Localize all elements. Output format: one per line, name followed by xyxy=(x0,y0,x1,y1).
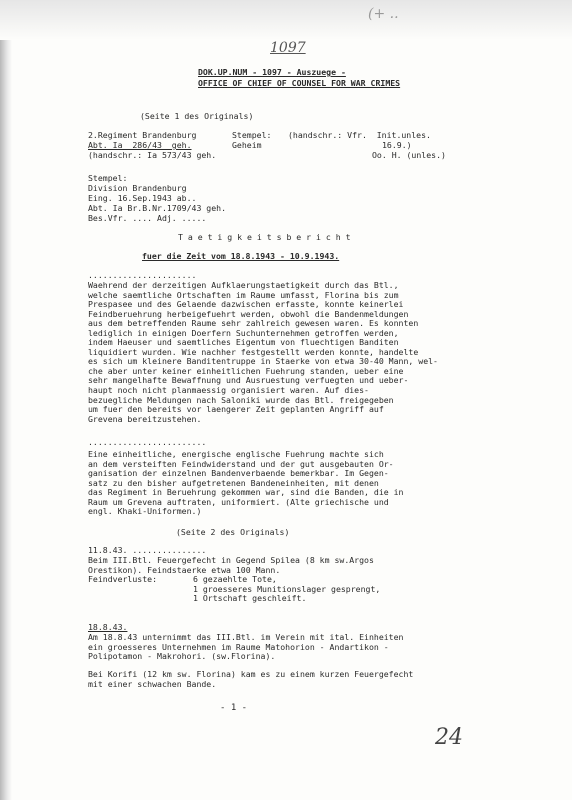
stamp-line-2: Eing. 16.Sep.1943 ab.. xyxy=(88,193,197,203)
stamp-line-1: Division Brandenburg xyxy=(88,183,187,193)
paragraph-line: welche saemtliche Ortschaften im Raume umfasst, Florina bis zum xyxy=(88,289,399,300)
losses-list xyxy=(193,575,380,604)
loss-item: 1 Ortschaft geschleift. xyxy=(193,593,307,604)
paragraph-line: Prespasee und des Gelaende dazwischen erfasste, konnte keinerlei xyxy=(88,299,404,310)
stamp-line-3: Abt. Ia Br.B.Nr.1709/43 geh. xyxy=(88,203,227,213)
scan-top-shadow xyxy=(0,0,572,40)
entry-line: Beim III.Btl. Feuergefecht in Gegend Spilea (8 km sw.Argos xyxy=(88,555,374,565)
stempel-label: Stempel: xyxy=(232,130,272,140)
dots-separator-1: ...................... xyxy=(88,270,197,280)
entry-2-body-2 xyxy=(88,670,413,689)
entry-2-body xyxy=(88,633,403,662)
paragraph-line: che aber unter keiner einheitlichen Fuehrung standen, ueber eine xyxy=(88,365,404,376)
entry-line: Orestikon). Feindstaerke etwa 100 Mann. xyxy=(88,564,281,575)
handwritten-top-mark: (+ .. xyxy=(368,6,399,22)
handwritten-document-number: 1097 xyxy=(270,40,306,56)
paragraph-line: aus dem betreffenden Raume sehr zahlreich gewesen waren. Es konnten xyxy=(88,318,419,329)
paragraph-line: liquidiert wurden. Wie nachher festgestellt werden konnte, handelte xyxy=(88,346,419,357)
paragraph-line: Feindberuehrung herbeigefuehrt werden, obwohl die Bandenmeldungen xyxy=(88,308,409,319)
initials-line-1: (handschr.: Vfr. Init.unles. xyxy=(288,130,431,140)
entry-line: mit einer schwachen Bande. xyxy=(88,678,217,689)
paragraph-line: es sich um kleinere Banditentruppe in Staerke von etwa 30-40 Mann, wel- xyxy=(88,356,438,367)
paragraph-line: das Regiment in Beruehrung gekommen war, sind die Banden, die in xyxy=(88,487,404,498)
paragraph-line: um fuer den bereits vor laengerer Zeit geplanten Angriff auf xyxy=(88,404,384,415)
entry-line: ein groesseres Unternehmen im Raume Matohorion - Andartikon - xyxy=(88,641,389,652)
stamp-line-4: Bes.Vfr. .... Adj. ..... xyxy=(88,213,207,223)
handschr-line: (handschr.: Ia 573/43 geh. xyxy=(88,150,217,160)
initials-line-3: Oo. H. (unles.) xyxy=(372,150,446,160)
entry-1-date: 11.8.43. ............... xyxy=(88,545,207,555)
header-line-1: DOK.UP.NUM - 1097 - Auszuege - xyxy=(198,67,346,77)
loss-item: 1 groesseres Munitionslager gesprengt, xyxy=(193,583,381,594)
paragraph-line: Raum um Grevena auftraten, uniformiert. (Alte griechische und xyxy=(88,496,389,507)
entry-line: Bei Korifi (12 km sw. Florina) kam es zu einem kurzen Feuergefecht xyxy=(88,669,414,679)
paragraph-line: engl. Khaki-Uniformen.) xyxy=(88,506,202,517)
dots-separator-2: ........................ xyxy=(88,437,207,447)
handwritten-page-mark: 24 xyxy=(435,725,463,750)
paragraph-line: sehr mangelhafte Bewaffnung und Ausruestung verfuegten und ueber- xyxy=(88,375,409,386)
entry-2-date: 18.8.43. xyxy=(88,622,128,632)
loss-item: 6 gezaehlte Tote, xyxy=(193,574,277,584)
initials-line-2: 16.9.) xyxy=(382,140,412,150)
header-line-2: OFFICE OF CHIEF OF COUNSEL FOR WAR CRIMES xyxy=(198,78,401,88)
entry-line: Am 18.8.43 unternimmt das III.Btl. im Verein mit ital. Einheiten xyxy=(88,632,404,642)
page-1-marker: (Seite 1 des Originals) xyxy=(140,111,254,121)
stamp-label: Stempel: xyxy=(88,173,128,183)
report-period: fuer die Zeit vom 18.8.1943 - 10.9.1943. xyxy=(142,251,340,261)
paragraph-line: Eine einheitliche, energische englische Fuehrung machte sich xyxy=(88,449,384,459)
paragraph-line: an dem versteiften Feindwiderstand und der gut ausgebauten Or- xyxy=(88,458,394,469)
paragraph-line: indem Haeuser und saemtliches Eigentum von fluechtigen Banditen xyxy=(88,337,399,348)
paragraph-line: bezuegliche Meldungen nach Saloniki wurde das Btl. freigegeben xyxy=(88,394,394,405)
paragraph-line: Waehrend der derzeitigen Aufklaerungstaetigkeit durch das Btl., xyxy=(88,280,399,290)
page-number: - 1 - xyxy=(220,703,248,713)
stempel-value: Geheim xyxy=(232,140,262,150)
paragraph-line: Grevena bereitzustehen. xyxy=(88,413,202,424)
entry-1-body xyxy=(88,556,374,575)
page-2-marker: (Seite 2 des Originals) xyxy=(176,527,290,537)
regiment-line: 2.Regiment Brandenburg xyxy=(88,130,197,140)
paragraph-line: haupt noch nicht planmaessig organisiert waren. Auf dies- xyxy=(88,385,369,396)
paragraph-line: ganisation der einzelnen Bandenverbaende bemerkbar. Im Gegen- xyxy=(88,468,389,479)
paragraph-1 xyxy=(88,281,438,424)
losses-label: Feindverluste: xyxy=(88,574,158,584)
abt-line: Abt. Ia 286/43 geh. xyxy=(88,140,192,150)
paragraph-2 xyxy=(88,450,403,517)
report-title: T a e t i g k e i t s b e r i c h t xyxy=(178,232,351,242)
entry-line: Polipotamon - Makrohori. (sw.Florina). xyxy=(88,651,276,662)
scan-edge-shadow xyxy=(0,0,12,800)
paragraph-line: satz zu den bisher aufgetretenen Bandeneinheiten, mit denen xyxy=(88,477,379,488)
paragraph-line: lediglich in einigen Doerfern Suchunternehmen getroffen werden, xyxy=(88,327,399,338)
